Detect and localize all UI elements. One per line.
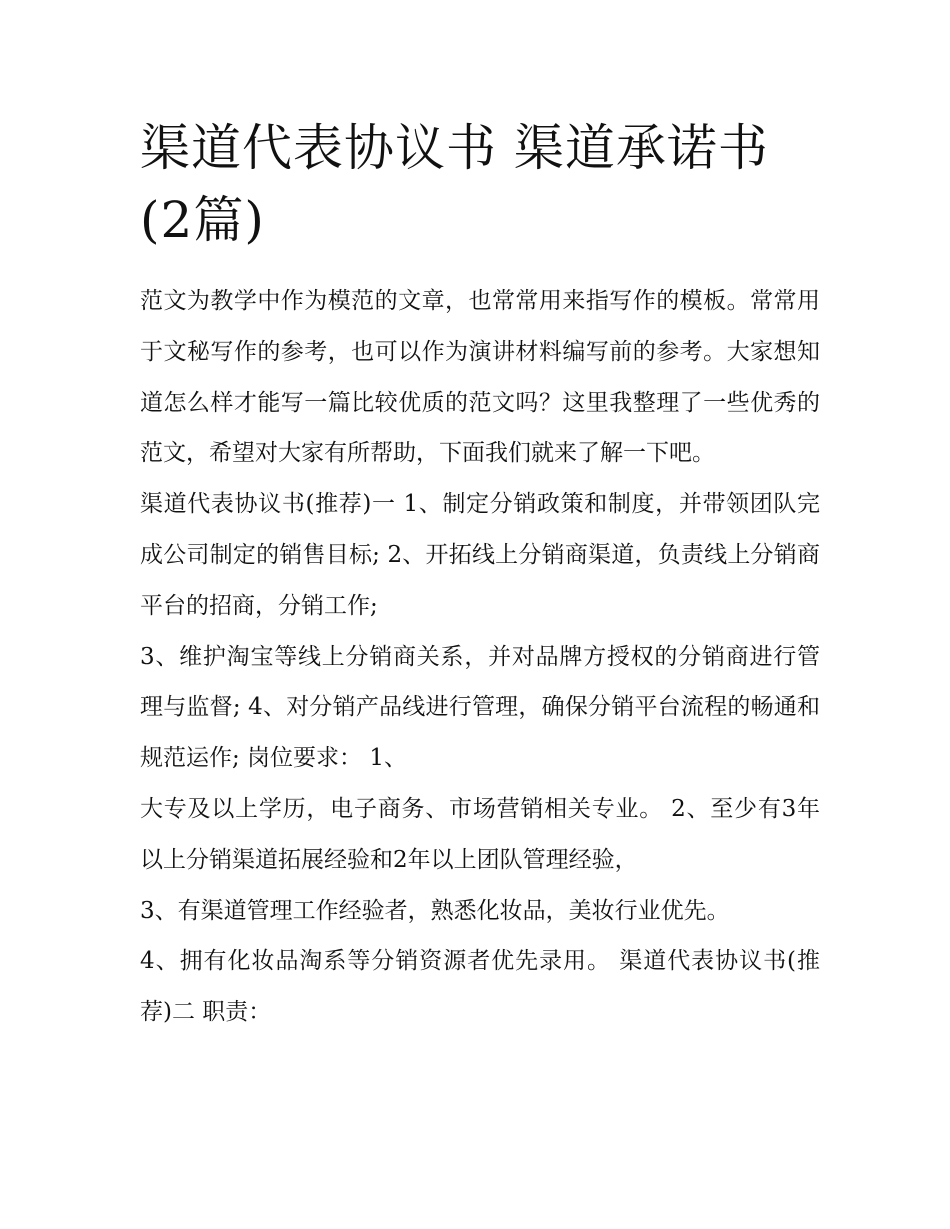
document-body — [140, 276, 820, 1038]
paragraph-requirement-4: 4、拥有化妆品淘系等分销资源者优先录用。 渠道代表协议书(推荐)二 职责： — [140, 948, 820, 1026]
document-title: 渠道代表协议书 渠道承诺书(2篇) — [140, 119, 769, 249]
paragraph-requirement-3: 3、有渠道管理工作经验者，熟悉化妆品，美妆行业优先。 — [140, 897, 730, 924]
paragraph-duties-3-4: 3、维护淘宝等线上分销商关系，并对品牌方授权的分销商进行管理与监督; 4、对分销产品线进行管理，确保分销平台流程的畅通和规范运作; 岗位要求： 1、 — [140, 643, 820, 772]
paragraph-intro: 范文为教学中作为模范的文章，也常常用来指写作的模板。常常用于文秘写作的参考，也可以作为演讲材料编写前的参考。大家想知道怎么样才能写一篇比较优质的范文吗？这里我整理了一些优秀的范文，希望对大家有所帮助，下面我们就来了解一下吧。 — [140, 288, 820, 467]
paragraph-recommend-one: 渠道代表协议书(推荐)一 1、制定分销政策和制度，并带领团队完成公司制定的销售目标; 2、开拓线上分销商渠道，负责线上分销商平台的招商，分销工作; — [140, 491, 820, 619]
paragraph-requirement-1-2: 大专及以上学历，电子商务、市场营销相关专业。 2、至少有3年以上分销渠道拓展经验和2年以上团队管理经验， — [140, 795, 820, 873]
